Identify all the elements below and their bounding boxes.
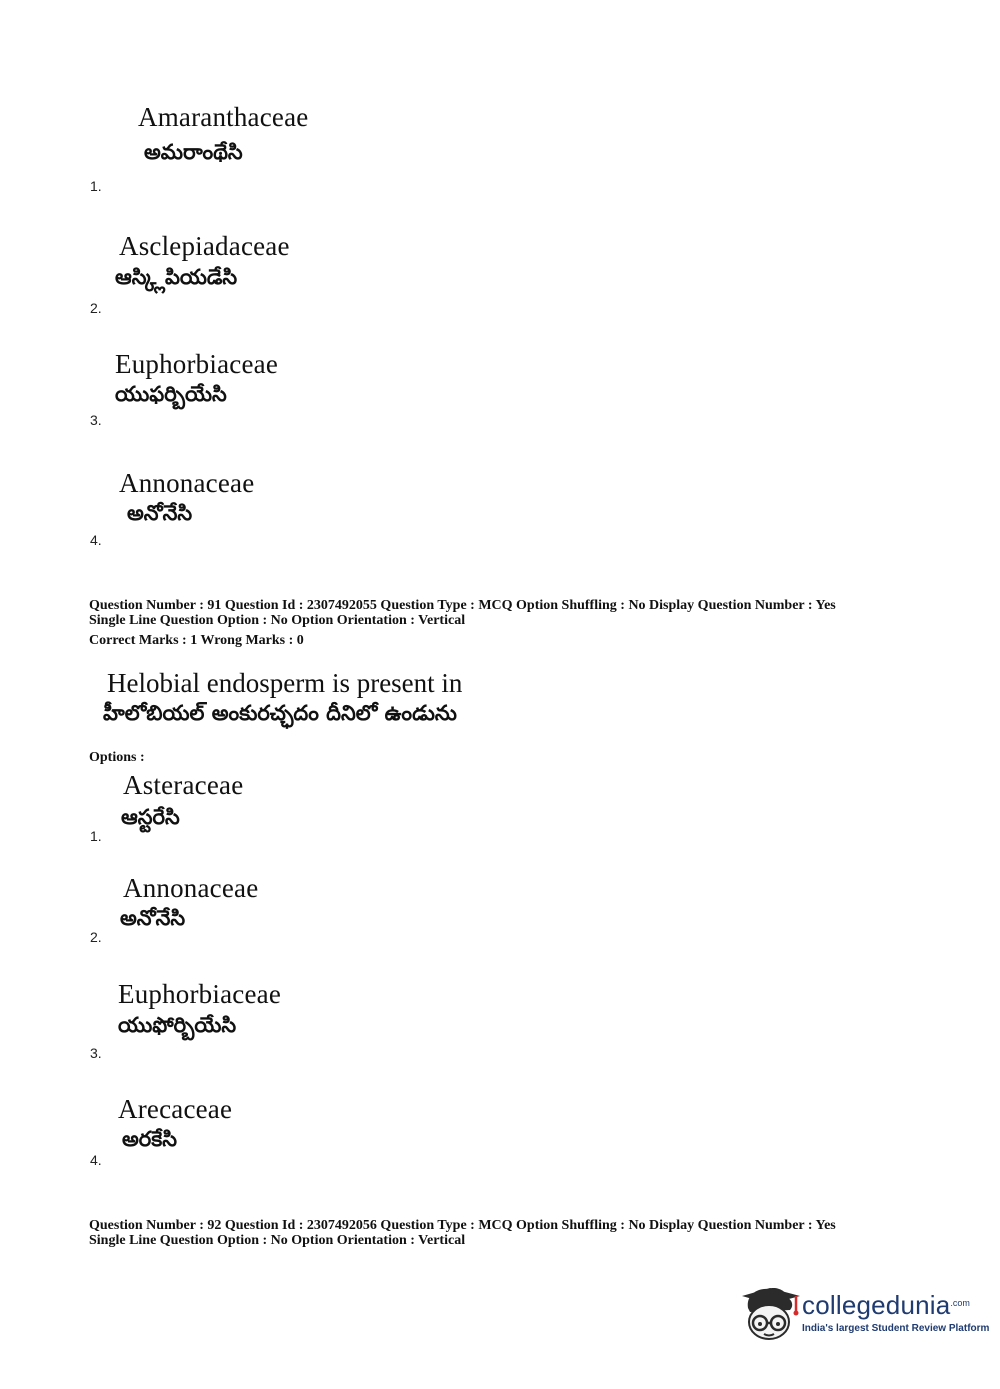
option-english: Annonaceae bbox=[119, 468, 255, 498]
question-meta-line-1: Question Number : 92 Question Id : 2307492056 Question Type : MCQ Option Shuffling : No Display Question Number : Yes bbox=[89, 1218, 836, 1233]
mascot-icon bbox=[740, 1282, 802, 1344]
logo-dotcom: .com bbox=[950, 1298, 970, 1308]
option-telugu: యుఫర్బియేసి bbox=[115, 382, 227, 406]
option-english: Arecaceae bbox=[118, 1094, 233, 1124]
option-telugu: ఆస్టరేసి bbox=[121, 805, 180, 829]
option-telugu: అరకేసి bbox=[122, 1127, 177, 1151]
question-text-english: Helobial endosperm is present in bbox=[107, 668, 463, 698]
question-text-telugu: హీలోబియల్ అంకురచ్ఛదం దీనిలో ఉండును bbox=[103, 701, 457, 725]
question-meta-line-2: Single Line Question Option : No Option Orientation : Vertical bbox=[89, 613, 466, 628]
option-english: Asclepiadaceae bbox=[119, 231, 290, 261]
question-meta-line-1: Question Number : 91 Question Id : 2307492055 Question Type : MCQ Option Shuffling : No Display Question Number : Yes bbox=[89, 598, 836, 613]
option-number: 4. bbox=[90, 532, 102, 548]
option-number: 3. bbox=[90, 1045, 102, 1061]
option-telugu: అమరాంథేసి bbox=[144, 140, 243, 164]
option-english: Annonaceae bbox=[123, 873, 259, 903]
question-marks: Correct Marks : 1 Wrong Marks : 0 bbox=[89, 633, 304, 648]
logo-tagline: India's largest Student Review Platform bbox=[802, 1323, 990, 1334]
option-english: Amaranthaceae bbox=[138, 102, 309, 132]
option-number: 1. bbox=[90, 828, 102, 844]
option-english: Asteraceae bbox=[123, 770, 244, 800]
option-telugu: అనోనేసి bbox=[127, 501, 193, 525]
option-english: Euphorbiaceae bbox=[115, 349, 279, 379]
option-telugu: అనోనేసి bbox=[120, 906, 186, 930]
logo-wordmark-wrap bbox=[802, 1290, 970, 1321]
question-meta-line-2: Single Line Question Option : No Option Orientation : Vertical bbox=[89, 1233, 466, 1248]
option-number: 3. bbox=[90, 412, 102, 428]
logo-wordmark: collegedunia bbox=[802, 1290, 951, 1320]
collegedunia-logo bbox=[740, 1282, 990, 1352]
option-english: Euphorbiaceae bbox=[118, 979, 282, 1009]
option-telugu: ఆస్క్లిపియడేసి bbox=[115, 265, 238, 289]
option-number: 4. bbox=[90, 1152, 102, 1168]
option-number: 2. bbox=[90, 300, 102, 316]
option-telugu: యుఫోర్బియేసి bbox=[118, 1013, 237, 1037]
option-number: 2. bbox=[90, 929, 102, 945]
options-label: Options : bbox=[89, 750, 145, 765]
option-number: 1. bbox=[90, 178, 102, 194]
